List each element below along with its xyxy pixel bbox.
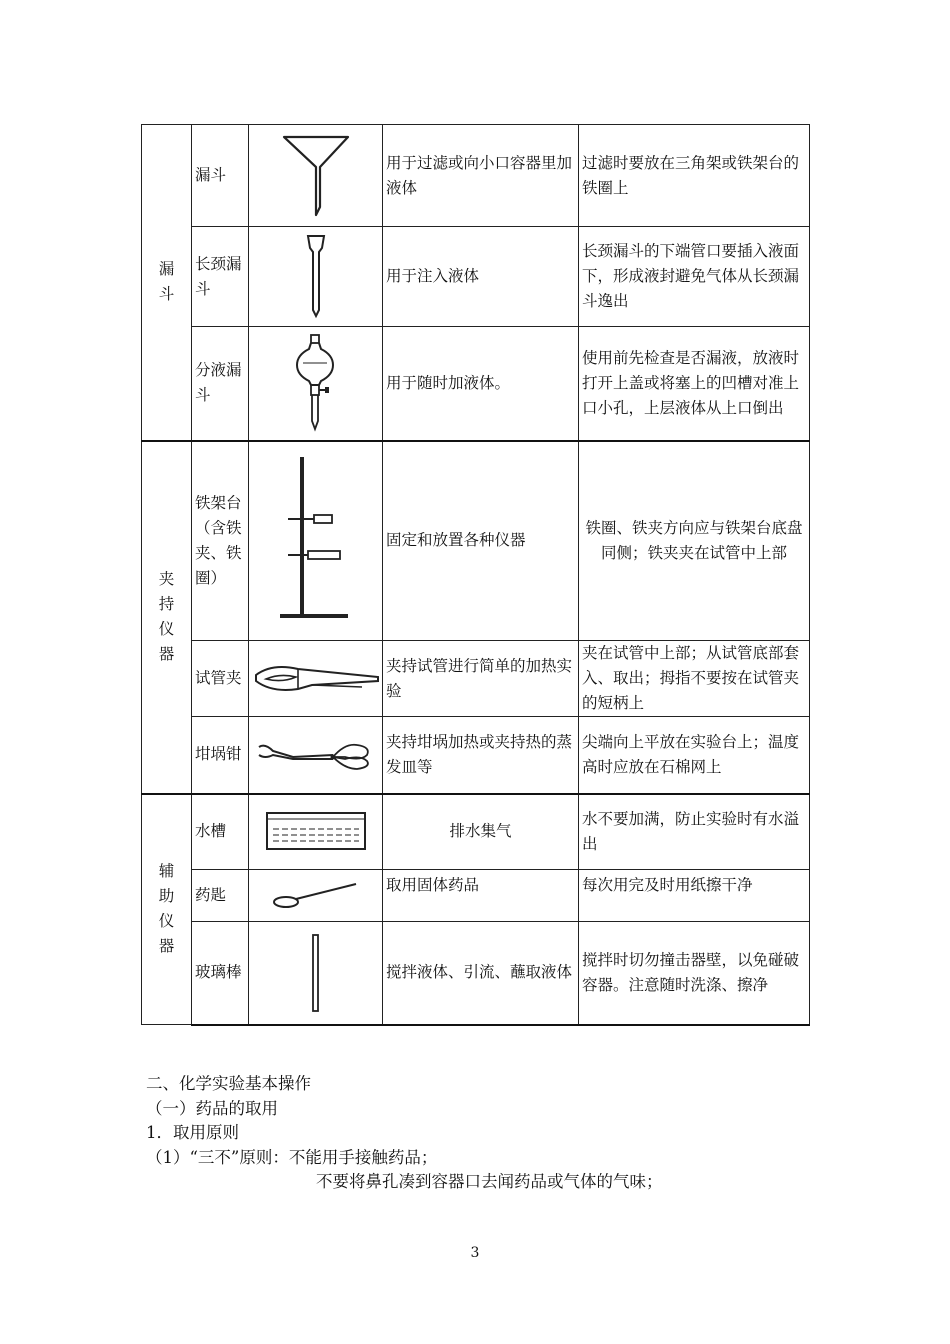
table-row bbox=[142, 641, 810, 717]
table-row bbox=[142, 717, 810, 794]
glass-rod-icon bbox=[296, 931, 336, 1015]
water-trough-icon bbox=[261, 807, 371, 857]
category-cell bbox=[142, 441, 192, 794]
table-row bbox=[142, 441, 810, 641]
table-row bbox=[142, 227, 810, 327]
apparatus-note: 长颈漏斗的下端管口要插入液面下，形成液封避免气体从长颈漏斗逸出 bbox=[579, 227, 810, 327]
table-row bbox=[142, 327, 810, 441]
apparatus-name: 坩埚钳 bbox=[192, 717, 249, 794]
apparatus-note: 夹在试管中上部；从试管底部套入、取出；拇指不要按在试管夹的短柄上 bbox=[579, 641, 810, 717]
apparatus-name: 漏斗 bbox=[192, 125, 249, 227]
table-row bbox=[142, 794, 810, 870]
category-label: 漏斗 bbox=[158, 260, 175, 304]
apparatus-image-cell bbox=[249, 327, 383, 441]
apparatus-note: 使用前先检查是否漏液，放液时打开上盖或将塞上的凹槽对准上口小孔，上层液体从上口倒出 bbox=[579, 327, 810, 441]
funnel-icon bbox=[276, 131, 356, 221]
apparatus-image-cell bbox=[249, 870, 383, 922]
long-neck-funnel-icon bbox=[286, 232, 346, 322]
page-number: 3 bbox=[470, 1245, 480, 1261]
table-row bbox=[142, 922, 810, 1025]
test-tube-clamp-icon bbox=[252, 657, 382, 701]
apparatus-use: 取用固体药品 bbox=[383, 870, 579, 922]
apparatus-note: 水不要加满，防止实验时有水溢出 bbox=[579, 794, 810, 870]
section-title: 二、化学实验基本操作 bbox=[146, 1074, 311, 1093]
medicine-spoon-icon bbox=[266, 876, 366, 916]
apparatus-name: 铁架台（含铁夹、铁圈） bbox=[192, 441, 249, 641]
separatory-funnel-icon bbox=[281, 333, 351, 433]
apparatus-note: 尖端向上平放在实验台上；温度高时应放在石棉网上 bbox=[579, 717, 810, 794]
item-title: 1．取用原则 bbox=[146, 1123, 239, 1142]
apparatus-image-cell bbox=[249, 794, 383, 870]
table-row bbox=[142, 125, 810, 227]
body-text bbox=[146, 1072, 786, 1195]
apparatus-image-cell bbox=[249, 441, 383, 641]
apparatus-use: 搅拌液体、引流、蘸取液体 bbox=[383, 922, 579, 1025]
apparatus-use: 固定和放置各种仪器 bbox=[383, 441, 579, 641]
apparatus-use: 用于过滤或向小口容器里加液体 bbox=[383, 125, 579, 227]
apparatus-table bbox=[141, 124, 810, 1026]
category-cell bbox=[142, 125, 192, 441]
apparatus-image-cell bbox=[249, 717, 383, 794]
apparatus-use: 夹持坩埚加热或夹持热的蒸发皿等 bbox=[383, 717, 579, 794]
apparatus-note: 铁圈、铁夹方向应与铁架台底盘同侧；铁夹夹在试管中上部 bbox=[579, 441, 810, 641]
apparatus-image-cell bbox=[249, 641, 383, 717]
apparatus-name: 长颈漏斗 bbox=[192, 227, 249, 327]
apparatus-name: 玻璃棒 bbox=[192, 922, 249, 1025]
apparatus-name: 分液漏斗 bbox=[192, 327, 249, 441]
apparatus-use: 夹持试管进行简单的加热实验 bbox=[383, 641, 579, 717]
paragraph: 不要将鼻孔凑到容器口去闻药品或气体的气味； bbox=[316, 1172, 663, 1191]
paragraph: （1）“三不”原则：不能用手接触药品； bbox=[146, 1147, 438, 1167]
crucible-tongs-icon bbox=[253, 733, 378, 777]
apparatus-note: 过滤时要放在三角架或铁架台的铁圈上 bbox=[579, 125, 810, 227]
apparatus-name: 水槽 bbox=[192, 794, 249, 870]
subsection-title: （一）药品的取用 bbox=[146, 1098, 278, 1118]
apparatus-image-cell bbox=[249, 125, 383, 227]
category-label: 夹持仪器 bbox=[158, 570, 175, 663]
iron-stand-icon bbox=[266, 451, 366, 631]
category-cell bbox=[142, 794, 192, 1025]
apparatus-name: 试管夹 bbox=[192, 641, 249, 717]
apparatus-image-cell bbox=[249, 922, 383, 1025]
category-label: 辅助仪器 bbox=[158, 862, 175, 956]
table-row bbox=[142, 870, 810, 922]
apparatus-use: 用于随时加液体。 bbox=[383, 327, 579, 441]
apparatus-note: 每次用完及时用纸擦干净 bbox=[579, 870, 810, 922]
apparatus-use: 用于注入液体 bbox=[383, 227, 579, 327]
apparatus-image-cell bbox=[249, 227, 383, 327]
apparatus-note: 搅拌时切勿撞击器壁，以免碰破容器。注意随时洗涤、擦净 bbox=[579, 922, 810, 1025]
apparatus-use: 排水集气 bbox=[383, 794, 579, 870]
apparatus-name: 药匙 bbox=[192, 870, 249, 922]
